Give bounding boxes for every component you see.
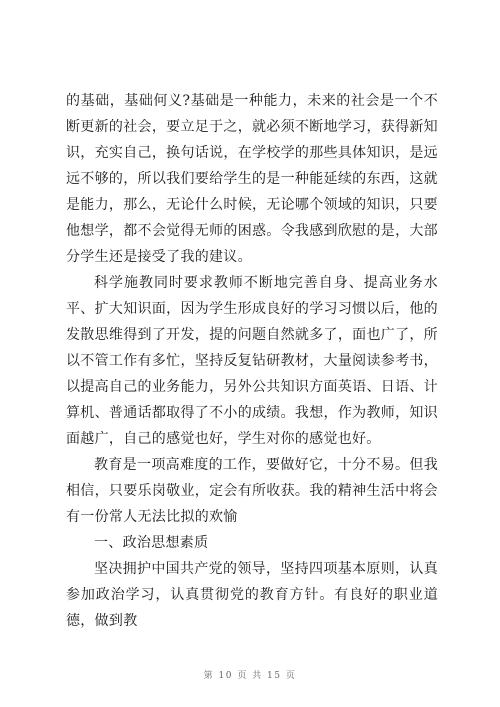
paragraph-teaching: 科学施教同时要求教师不断地完善自身、提高业务水平、扩大知识面，因为学生形成良好的学习习惯以后，他的发散思维得到了开发，提的问题自然就多了，面也广了，所以不管工作有多忙，坚持反复钻研教材，大量阅读参考书，以提高自己的业务能力，另外公共知识方面英语、日语、计算机、普通话都取得了不小的成绩。我想，作为教师，知识面越广，自己的感觉也好，学生对你的感觉也好。: [66, 275, 438, 447]
paragraph-political: 坚决拥护中国共产党的领导，坚持四项基本原则，认真参加政治学习，认真贯彻党的教育方针。有良好的职业道德，做到教: [66, 561, 438, 629]
paragraph-education: 教育是一项高难度的工作，要做好它，十分不易。但我相信，只要乐岗敬业，定会有所收获。我的精神生活中将会有一份常人无法比拟的欢愉: [66, 457, 438, 525]
paragraph-continuation: 的基础，基础何义?基础是一种能力，未来的社会是一个不断更新的社会，要立足于之，就必须不断地学习，获得新知识，充实自己，换句话说，在学校学的那些具体知识，是远远不够的，所以我们要给学生的是一种能延续的东西，这就是能力，那么，无论什么时候，无论哪个领域的知识，只要他想学，都不会觉得无师的困惑。令我感到欣慰的是，大部分学生还是接受了我的建议。: [66, 93, 438, 265]
document-body: [66, 88, 438, 634]
section-heading: 一、政治思想素质: [94, 535, 209, 551]
page-number-footer: 第 10 页 共 15 页: [203, 671, 297, 681]
